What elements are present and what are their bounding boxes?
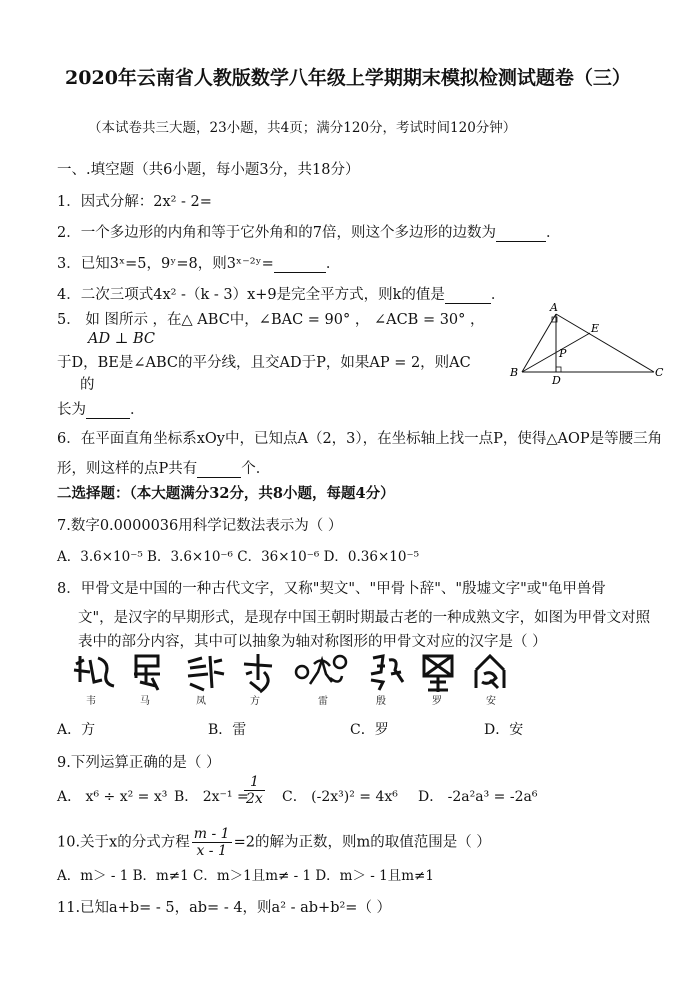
question-7-options: A．3.6×10⁻⁵ B．3.6×10⁻⁶ C．36×10⁻⁶ D．0.36×10⁻⁵ xyxy=(57,549,419,565)
section1-heading: 一、.填空题（共6小题，每小题3分，共18分） xyxy=(57,162,360,178)
answer-blank xyxy=(496,225,546,242)
question-1: 1．因式分解：2x² - 2= xyxy=(57,194,212,210)
section2-heading: 二选择题：（本大题满分32分，共8小题，每题4分） xyxy=(57,485,395,502)
question-6-line2 xyxy=(57,457,270,478)
oracle-glyph-luo xyxy=(418,652,458,694)
question-3 xyxy=(57,252,340,273)
question-5-line2: AD ⊥ BC xyxy=(88,331,155,347)
question-8-line2: 文"，是汉字的早期形式，是现存中国王朝时期最古老的一种成熟文字，如图为甲骨文对照 xyxy=(78,610,651,626)
oracle-label-wei: 韦 xyxy=(86,696,96,707)
oracle-label-an: 安 xyxy=(486,696,496,707)
question-7: 7.数字0.0000036用科学记数法表示为（ ） xyxy=(57,518,343,534)
fraction-denominator: x - 1 xyxy=(196,843,227,859)
question-8-option-c: C．罗 xyxy=(350,722,389,738)
point-c-label: C xyxy=(655,366,664,379)
answer-blank xyxy=(445,287,491,304)
question-5-line5 xyxy=(57,398,145,419)
oracle-glyph-lei xyxy=(292,652,352,694)
point-d-label: D xyxy=(552,374,561,387)
exam-title: 2020年云南省人教版数学八年级上学期期末模拟检测试题卷（三） xyxy=(65,67,631,89)
question-6-text: 形，则这样的点P共有 xyxy=(57,461,198,477)
question-8-option-d: D．安 xyxy=(484,722,524,738)
oracle-glyph-wei xyxy=(70,652,120,694)
exam-subtitle: （本试卷共三大题，23小题，共4页；满分120分，考试时间120分钟） xyxy=(88,120,517,136)
question-4 xyxy=(57,283,505,304)
oracle-glyph-yin xyxy=(365,652,410,694)
fraction-numerator: m - 1 xyxy=(193,826,230,842)
point-a-label: A xyxy=(550,301,558,314)
question-10-fraction xyxy=(192,826,232,859)
fraction-denominator: 2x xyxy=(246,791,263,807)
point-e-label: E xyxy=(591,322,600,335)
question-9-b-fraction xyxy=(244,774,265,807)
question-5-line4: 的 xyxy=(80,377,95,393)
oracle-glyph-an xyxy=(470,652,510,694)
question-10-pre: 10.关于x的分式方程 xyxy=(57,834,190,851)
oracle-glyph-ma xyxy=(128,652,168,694)
question-8-option-a: A．方 xyxy=(57,722,96,738)
question-10 xyxy=(57,826,491,859)
question-5-line1: 5． 如 图所示 ，在△ ABC中，∠BAC = 90° ， ∠ACB = 30° ， xyxy=(57,312,485,328)
oracle-label-fang: 方 xyxy=(250,696,260,707)
triangle-figure xyxy=(508,300,668,390)
answer-blank xyxy=(86,402,130,419)
question-5-text: 长为 xyxy=(57,402,86,418)
question-2-end: ． xyxy=(545,225,561,241)
answer-blank xyxy=(197,461,241,478)
question-2-text: 2．一个多边形的内角和等于它外角和的7倍，则这个多边形的边数为 xyxy=(57,225,496,241)
question-9-option-b: B． 2x⁻¹ = xyxy=(174,789,249,805)
question-10-options: A．m＞ - 1 B．m≠1 C．m＞1且m≠ - 1 D．m＞ - 1且m≠1 xyxy=(57,868,434,884)
oracle-label-luo: 罗 xyxy=(432,696,442,707)
point-p-label: P xyxy=(559,347,567,360)
question-5-line3: 于D，BE是∠ABC的平分线，且交AD于P，如果AP = 2，则AC xyxy=(57,355,471,371)
question-9-option-a: A． x⁶ ÷ x² = x³ xyxy=(57,789,168,805)
question-8-line1: 8．甲骨文是中国的一种古代文字，又称"契文"、"甲骨卜辞"、"殷墟文字"或"龟甲兽骨 xyxy=(57,581,606,597)
question-8-line3: 表中的部分内容，其中可以抽象为轴对称图形的甲骨文对应的汉字是（ ） xyxy=(78,634,547,650)
question-3-end: ． xyxy=(325,256,341,272)
oracle-glyph-feng xyxy=(182,652,227,694)
oracle-label-yin: 殷 xyxy=(376,696,386,707)
question-3-text: 3．已知3ˣ=5，9ʸ=8，则3ˣ⁻²ʸ= xyxy=(57,256,274,272)
point-b-label: B xyxy=(510,366,519,379)
question-9-option-c: C． (-2x³)² = 4x⁶ xyxy=(282,789,398,805)
fraction-numerator: 1 xyxy=(244,774,265,791)
question-9: 9.下列运算正确的是（ ） xyxy=(57,755,221,771)
question-11: 11.已知a+b= - 5，ab= - 4，则a² - ab+b²=（ ） xyxy=(57,900,392,916)
question-4-end: ． xyxy=(490,287,506,303)
answer-blank xyxy=(274,256,326,273)
question-9-option-d: D． -2a²a³ = -2a⁶ xyxy=(418,789,538,805)
question-6-end: 个． xyxy=(241,461,271,477)
question-4-text: 4．二次三项式4x² -（k - 3）x+9是完全平方式，则k的值是 xyxy=(57,287,445,303)
question-5-end: ． xyxy=(130,402,145,418)
question-2 xyxy=(57,221,560,242)
question-8-option-b: B．雷 xyxy=(208,722,247,738)
question-6-line1: 6．在平面直角坐标系xOy中，已知点A（2，3），在坐标轴上找一点P，使得△AOP是等腰三角 xyxy=(57,431,663,447)
question-10-post: =2的解为正数，则m的取值范围是（ ） xyxy=(233,834,491,851)
oracle-glyph-fang xyxy=(238,652,280,694)
oracle-label-feng: 凤 xyxy=(196,696,206,707)
oracle-label-ma: 马 xyxy=(140,696,150,707)
oracle-label-lei: 雷 xyxy=(318,696,328,707)
